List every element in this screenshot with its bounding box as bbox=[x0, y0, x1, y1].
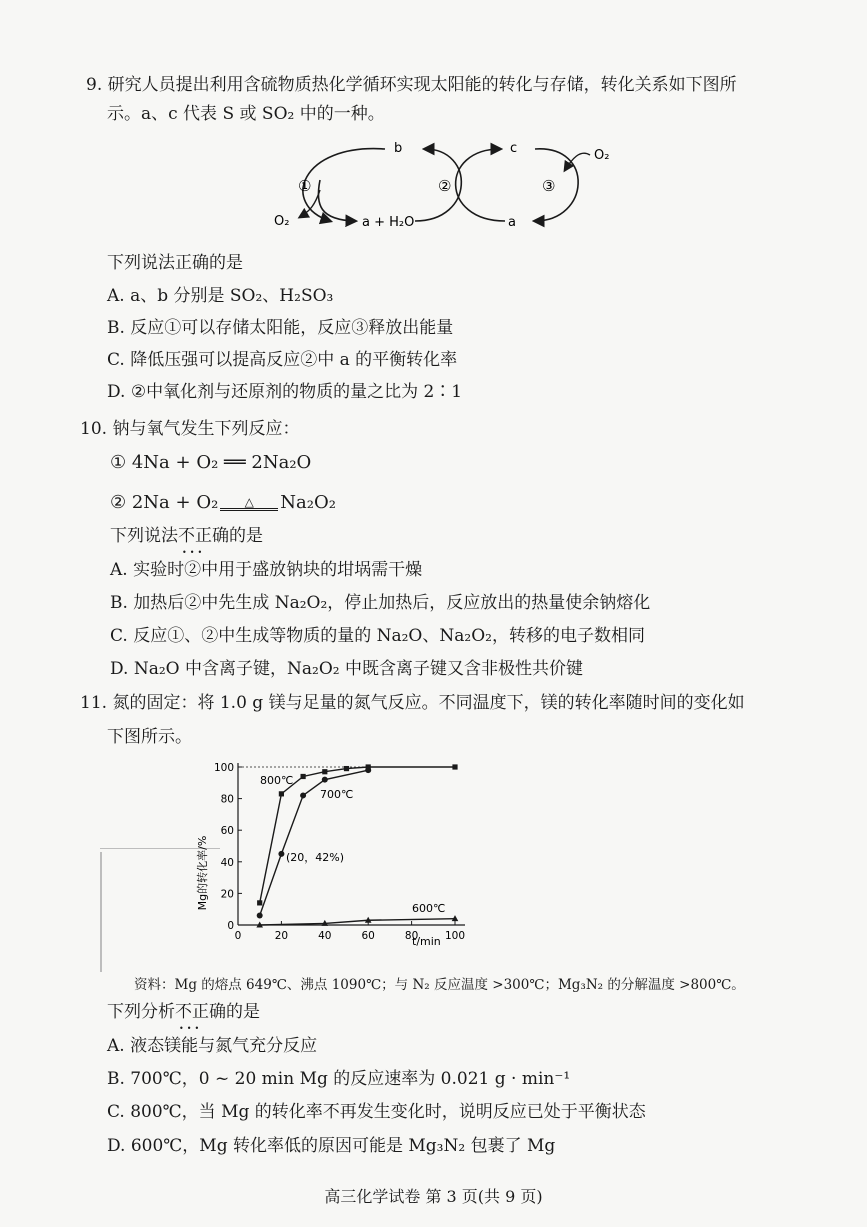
chart-x-tick-label: 20 bbox=[274, 930, 289, 942]
q9-option-d: D. ②中氧化剂与还原剂的物质的量之比为 2∶1 bbox=[107, 382, 463, 402]
chart-point-800 bbox=[322, 769, 327, 774]
q9-stem-line1: 9. 研究人员提出利用含硫物质热化学循环实现太阳能的转化与存储，转化关系如下图所 bbox=[86, 75, 737, 95]
q10-option-c: C. 反应①、②中生成等物质的量的 Na₂O、Na₂O₂，转移的电子数相同 bbox=[110, 626, 645, 646]
chart-point-700 bbox=[365, 767, 371, 773]
q10-prompt-start: 下列说法 bbox=[110, 526, 178, 546]
q9-stem-line2: 示。a、c 代表 S 或 SO₂ 中的一种。 bbox=[107, 104, 385, 124]
chart-point-700 bbox=[257, 913, 263, 919]
chart-y-tick-label: 60 bbox=[220, 825, 234, 838]
q9-arc-o2-in bbox=[565, 153, 590, 170]
chart-point-800 bbox=[452, 764, 457, 769]
q11-prompt-emphasis: 不正确 ••• bbox=[175, 1002, 226, 1022]
chart-x-tick-label: 100 bbox=[444, 930, 466, 942]
q10-prompt bbox=[110, 525, 263, 547]
q10-eq2-right: Na₂O₂ bbox=[280, 492, 336, 513]
chart-point-700 bbox=[322, 777, 328, 783]
q9-prompt: 下列说法正确的是 bbox=[107, 253, 243, 273]
scan-artifact-edge bbox=[100, 852, 102, 972]
chart-x-tick-label: 40 bbox=[318, 930, 332, 942]
q11-option-b: B. 700℃，0 ~ 20 min Mg 的反应速率为 0.021 g · min⁻¹ bbox=[107, 1069, 571, 1089]
chart-point-800 bbox=[301, 774, 306, 779]
q9-option-c: C. 降低压强可以提高反应②中 a 的平衡转化率 bbox=[107, 350, 458, 370]
q11-stem-line1: 11. 氮的固定：将 1.0 g 镁与足量的氮气反应。不同温度下，镁的转化率随时间的变化如 bbox=[80, 693, 745, 713]
chart-point-800 bbox=[344, 766, 349, 771]
series-label-600: 600℃ bbox=[412, 902, 446, 915]
q10-option-a: A. 实验时②中用于盛放钠块的坩埚需干燥 bbox=[110, 560, 423, 580]
q9-option-b: B. 反应①可以存储太阳能，反应③释放出能量 bbox=[107, 318, 454, 338]
chart-y-axis-label: Mg的转化率/% bbox=[196, 835, 209, 911]
chart-annotation-point: (20，42%) bbox=[286, 851, 345, 864]
q10-prompt-end: 的是 bbox=[229, 526, 263, 546]
q9-arc-left-top bbox=[303, 149, 385, 221]
q11-prompt-end: 的是 bbox=[226, 1002, 260, 1022]
chart-y-tick-label: 80 bbox=[220, 793, 234, 806]
chart-point-800 bbox=[279, 791, 284, 796]
q11-option-d: D. 600℃，Mg 转化率低的原因可能是 Mg₃N₂ 包裹了 Mg bbox=[107, 1136, 556, 1156]
q10-prompt-emphasis: 不正确 ••• bbox=[178, 526, 229, 546]
q11-prompt-start: 下列分析 bbox=[107, 1002, 175, 1022]
q9-label-c: c bbox=[510, 141, 518, 156]
page-footer: 高三化学试卷 第 3 页(共 9 页) bbox=[324, 1187, 543, 1206]
chart-point-700 bbox=[300, 792, 306, 798]
q9-label-r1: ① bbox=[298, 177, 312, 195]
series-label-700: 700℃ bbox=[320, 788, 354, 801]
q11-option-c: C. 800℃，当 Mg 的转化率不再发生变化时，说明反应已处于平衡状态 bbox=[107, 1102, 646, 1122]
chart-x-axis-label: t/min bbox=[412, 935, 441, 948]
q11-prompt bbox=[107, 1001, 260, 1023]
q9-cycle-diagram bbox=[260, 135, 640, 240]
q11-stem-line2: 下图所示。 bbox=[107, 727, 192, 747]
q9-label-o2-out: O₂ bbox=[274, 214, 290, 229]
q10-equation-1: ① 4Na + O₂ ══ 2Na₂O bbox=[110, 452, 312, 473]
q11-conversion-chart bbox=[190, 755, 490, 960]
q10-option-d: D. Na₂O 中含离子键，Na₂O₂ 中既含离子键又含非极性共价键 bbox=[110, 659, 583, 679]
q10-equation-2 bbox=[110, 492, 336, 514]
chart-y-tick-label: 0 bbox=[227, 920, 234, 932]
q9-label-o2-in: O₂ bbox=[594, 148, 610, 163]
chart-point-700 bbox=[278, 851, 284, 857]
chart-x-tick-label: 60 bbox=[361, 930, 375, 942]
series-label-800: 800℃ bbox=[260, 774, 294, 787]
chart-point-800 bbox=[257, 900, 262, 905]
q11-option-a: A. 液态镁能与氮气充分反应 bbox=[107, 1036, 318, 1056]
q9-label-r2: ② bbox=[438, 177, 452, 195]
chart-y-tick-label: 40 bbox=[220, 856, 234, 869]
q9-label-r3: ③ bbox=[542, 177, 556, 195]
chart-series-line-2 bbox=[260, 919, 455, 925]
q10-eq2-left: ② 2Na + O₂ bbox=[110, 492, 219, 513]
q10-eq2-condition: △ bbox=[220, 496, 278, 511]
q10-stem: 10. 钠与氧气发生下列反应： bbox=[80, 419, 300, 439]
chart-x-tick-label: 0 bbox=[234, 930, 242, 942]
q9-option-a: A. a、b 分别是 SO₂、H₂SO₃ bbox=[107, 286, 334, 306]
chart-x-tick-label: 80 bbox=[404, 930, 419, 942]
q9-label-a: a bbox=[508, 215, 516, 230]
q11-reference-note: 资料：Mg 的熔点 649℃、沸点 1090℃；与 N₂ 反应温度 >300℃；Mg₃N₂ 的分解温度 >800℃。 bbox=[134, 977, 745, 993]
q9-label-b: b bbox=[394, 141, 403, 156]
q9-arc-mid-right bbox=[456, 149, 505, 221]
q9-label-a-h2o: a + H₂O bbox=[362, 215, 415, 230]
chart-y-tick-label: 20 bbox=[220, 888, 234, 901]
chart-y-tick-label: 100 bbox=[213, 762, 234, 774]
q9-arc-left-bottom bbox=[318, 180, 355, 221]
q10-option-b: B. 加热后②中先生成 Na₂O₂，停止加热后，反应放出的热量使余钠熔化 bbox=[110, 593, 651, 613]
